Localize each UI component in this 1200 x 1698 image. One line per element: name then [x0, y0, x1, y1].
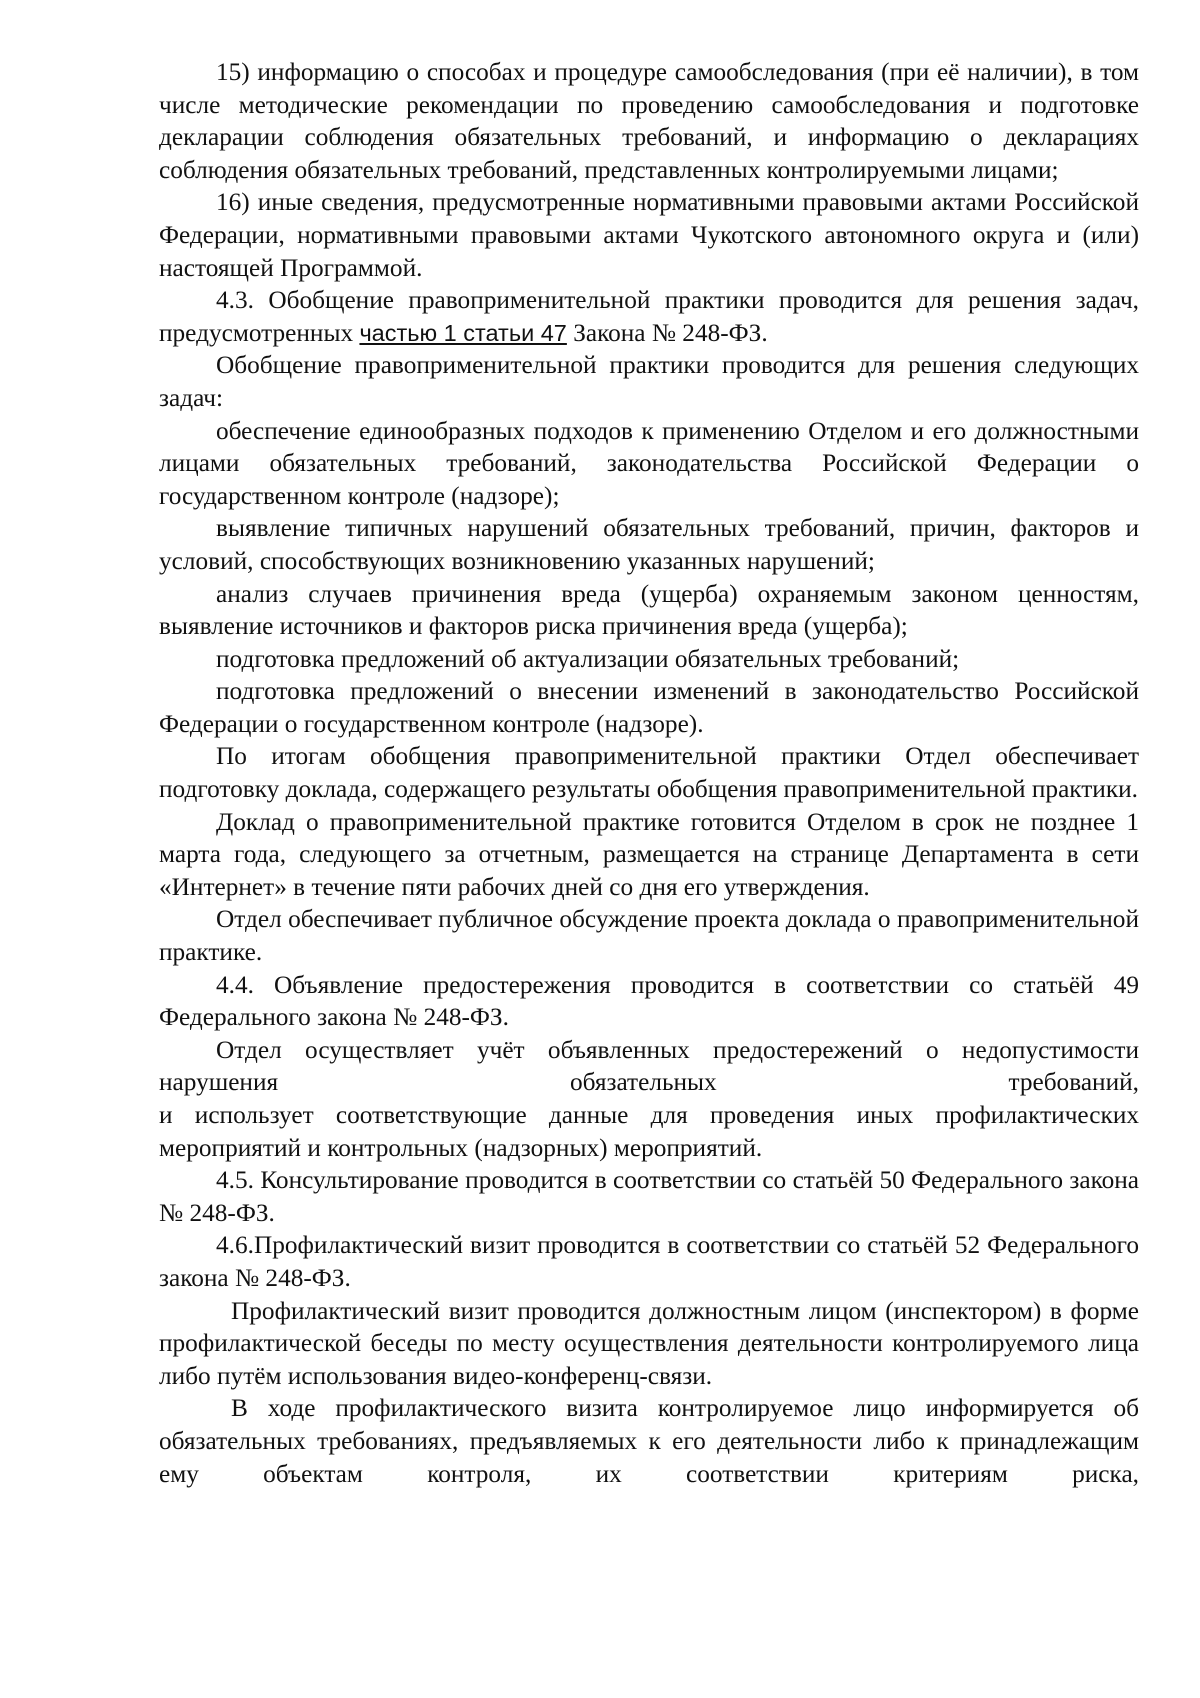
- paragraph-task-2: выявление типичных нарушений обязательных требований, причин, факторов и условий, способствующих возникновению указанных нарушений;: [159, 514, 1139, 575]
- paragraph-section-4-5: 4.5. Консультирование проводится в соответствии со статьёй 50 Федерального закона № 248-ФЗ.: [159, 1166, 1139, 1227]
- paragraph-item-16: 16) иные сведения, предусмотренные нормативными правовыми актами Российской Федерации, нормативными правовыми актами Чукотского автономного округа и (или) настоящей Программой.: [159, 188, 1139, 282]
- paragraph-discussion: Отдел обеспечивает публичное обсуждение проекта доклада о правоприменительной практике.: [159, 905, 1139, 967]
- paragraph-section-4-6: 4.6.Профилактический визит проводится в соответствии со статьёй 52 Федерального закона № 248-ФЗ.: [159, 1231, 1139, 1292]
- paragraph-section-4-3: [159, 284, 1139, 349]
- paragraph-task-3: анализ случаев причинения вреда (ущерба) охраняемым законом ценностям, выявление источников и факторов риска причинения вреда (ущерба);: [159, 579, 1139, 641]
- paragraph-task-4: подготовка предложений об актуализации обязательных требований;: [216, 644, 960, 673]
- paragraph-results: По итогам обобщения правоприменительной практики Отдел обеспечивает подготовку доклада, содержащего результаты обобщения правоприменительной практики.: [159, 742, 1139, 804]
- paragraph-warnings-continuation: и использует соответствующие данные для проведения иных профилактических мероприятий и контрольных (надзорных) мероприятий.: [159, 1101, 1139, 1162]
- paragraph-visit: Профилактический визит проводится должностным лицом (инспектором) в форме профилактической беседы по месту осуществления деятельности контролируемого лица либо путём использования видео-конференц-связи.: [159, 1296, 1139, 1390]
- paragraph-text-before-link: 4.3. Обобщение правоприменительной практики проводится для решения задач, предусмотренных: [159, 286, 1139, 347]
- paragraph-task-1: обеспечение единообразных подходов к применению Отделом и его должностными лицами обязательных требований, законодательства Российской Федерации о государственном контроле (надзоре);: [159, 416, 1139, 510]
- paragraph-tasks-intro: Обобщение правоприменительной практики проводится для решения следующих задач:: [159, 351, 1139, 412]
- law-reference-link[interactable]: частью 1 статьи 47: [359, 319, 567, 346]
- paragraph-report: Доклад о правоприменительной практике готовится Отделом в срок не позднее 1 марта года, следующего за отчетным, размещается на странице Департамента в сети «Интернет» в течение пяти рабочих дней со дня его утверждения.: [159, 807, 1139, 901]
- paragraph-section-4-4: 4.4. Объявление предостережения проводится в соответствии со статьёй 49 Федерального закона № 248-ФЗ.: [159, 970, 1139, 1032]
- paragraph-task-5: подготовка предложений о внесении изменений в законодательство Российской Федерации о государственном контроле (надзоре).: [159, 677, 1139, 738]
- document-body: [159, 56, 1139, 1490]
- paragraph-visit-info: В ходе профилактического визита контролируемое лицо информируется об обязательных требованиях, предъявляемых к его деятельности либо к принадлежащим ему объектам контроля, их соответствии критериям риска,: [159, 1394, 1139, 1488]
- paragraph-text-after-link: Закона № 248-ФЗ.: [566, 318, 768, 347]
- paragraph-warnings-line: Отдел осуществляет учёт объявленных предостережений о недопустимости нарушения обязательных требований,: [159, 1035, 1139, 1097]
- paragraph-item-15: 15) информацию о способах и процедуре самообследования (при её наличии), в том числе методические рекомендации по проведению самообследования и подготовке декларации соблюдения обязательных требований, и информацию о декларациях соблюдения обязательных требований, представленных контролируемыми лицами;: [159, 58, 1139, 184]
